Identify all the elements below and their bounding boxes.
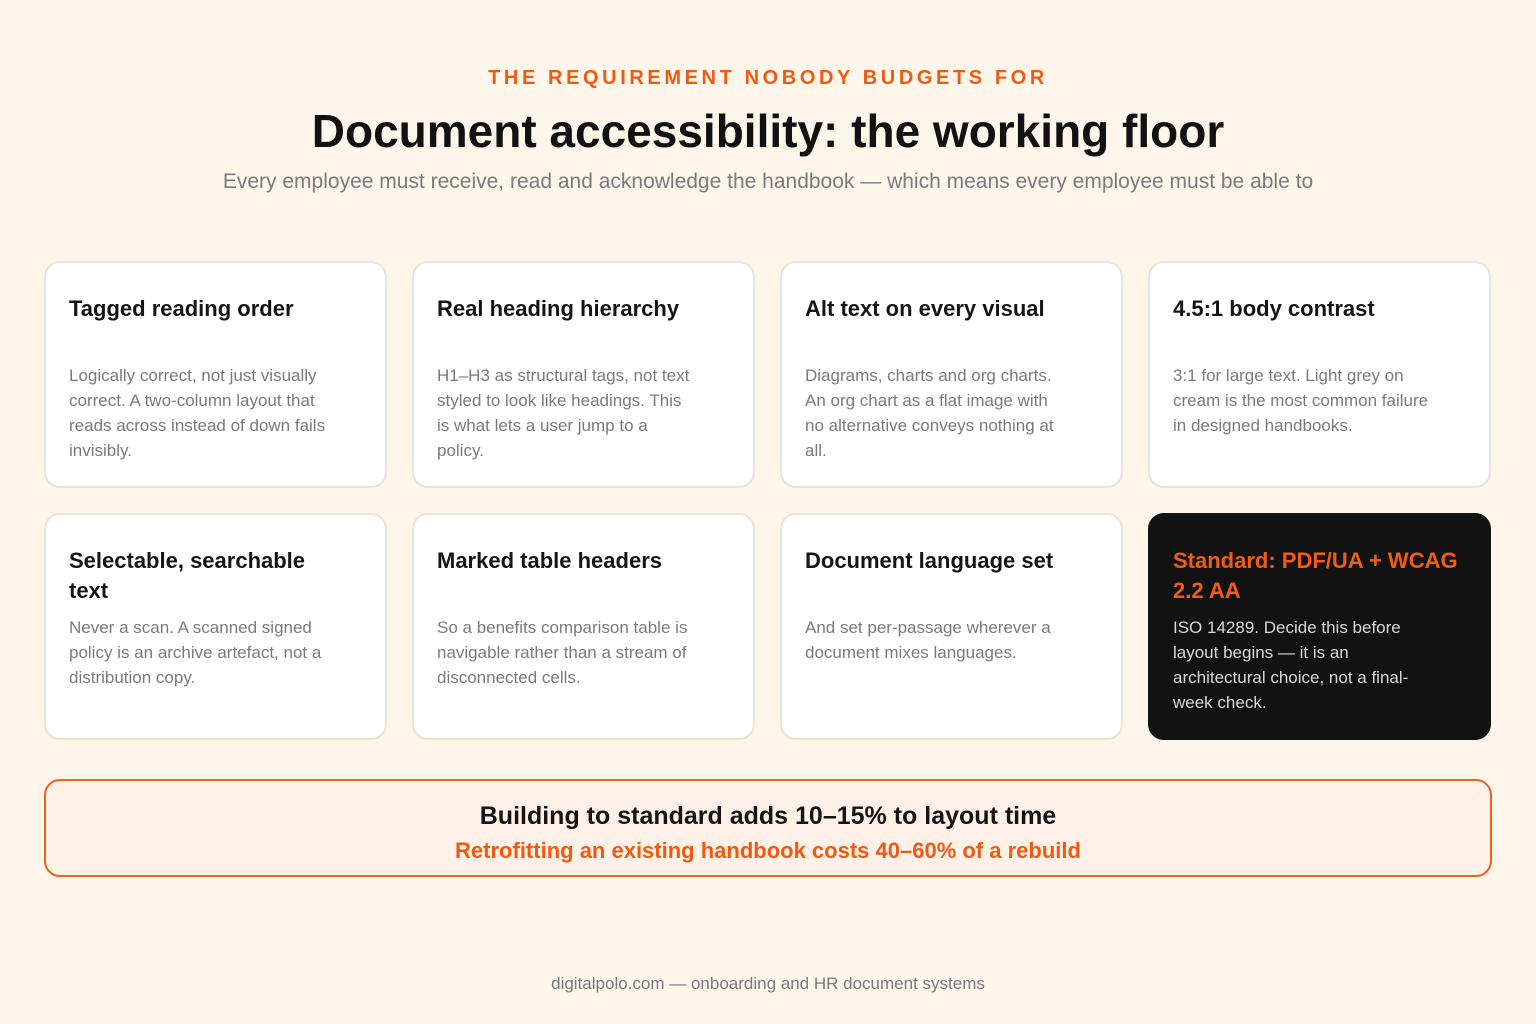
footer-credit: digitalpolo.com — onboarding and HR document systems bbox=[551, 974, 985, 993]
page-title: Document accessibility: the working floor bbox=[311, 105, 1225, 157]
card-body: So a benefits comparison table is navigable rather than a stream of disconnected cells. bbox=[437, 618, 688, 687]
card-tagged-reading-order bbox=[44, 261, 387, 488]
card-body: H1–H3 as structural tags, not text styled to look like headings. This is what lets a user jump to a policy. bbox=[437, 366, 690, 460]
eyebrow-label: THE REQUIREMENT NOBODY BUDGETS FOR bbox=[488, 67, 1048, 89]
card-alt-text bbox=[780, 261, 1123, 488]
cost-callout bbox=[44, 779, 1492, 877]
card-title: Real heading hierarchy bbox=[437, 296, 680, 321]
card-body: Never a scan. A scanned signed policy is an archive artefact, not a distribution copy. bbox=[69, 618, 322, 687]
card-title: 4.5:1 body contrast bbox=[1173, 296, 1375, 321]
card-body-contrast bbox=[1148, 261, 1491, 488]
card-heading-hierarchy bbox=[412, 261, 755, 488]
page-subtitle: Every employee must receive, read and acknowledge the handbook — which means every employee must be able to bbox=[222, 170, 1314, 193]
card-body: Logically correct, not just visually correct. A two-column layout that reads across instead of down fails invisibly. bbox=[69, 366, 326, 460]
callout-main-text: Building to standard adds 10–15% to layout time bbox=[479, 802, 1057, 830]
card-selectable-text bbox=[44, 513, 387, 740]
card-title: Tagged reading order bbox=[69, 296, 294, 321]
card-table-headers bbox=[412, 513, 755, 740]
card-body: ISO 14289. Decide this before layout begins — it is an architectural choice, not a final-week check. bbox=[1173, 618, 1409, 712]
card-title: Alt text on every visual bbox=[805, 296, 1045, 321]
card-title: Standard: PDF/UA + WCAG 2.2 AA bbox=[1173, 548, 1458, 603]
card-title: Selectable, searchable text bbox=[69, 548, 306, 603]
card-title: Document language set bbox=[805, 548, 1054, 573]
card-body: And set per-passage wherever a document mixes languages. bbox=[805, 618, 1051, 662]
card-body: 3:1 for large text. Light grey on cream is the most common failure in designed handbooks. bbox=[1173, 366, 1429, 435]
card-document-language bbox=[780, 513, 1123, 740]
card-body: Diagrams, charts and org charts. An org chart as a flat image with no alternative conveys nothing at all. bbox=[805, 366, 1054, 460]
callout-sub-text: Retrofitting an existing handbook costs 40–60% of a rebuild bbox=[455, 838, 1081, 863]
card-title: Marked table headers bbox=[437, 548, 662, 573]
card-standard bbox=[1148, 513, 1491, 740]
